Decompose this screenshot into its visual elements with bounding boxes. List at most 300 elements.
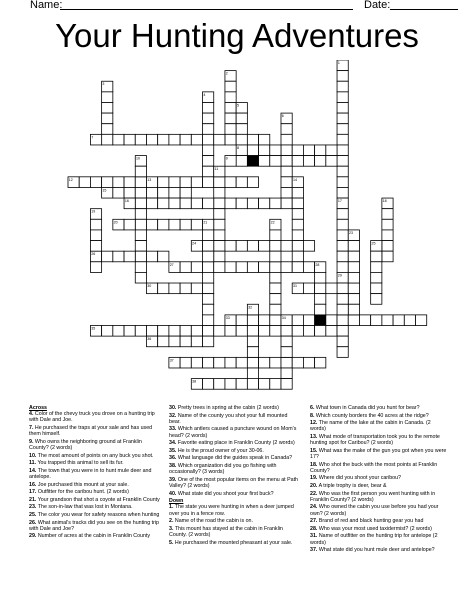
- grid-cell[interactable]: [191, 283, 202, 294]
- grid-cell[interactable]: [281, 145, 292, 156]
- grid-cell[interactable]: [259, 326, 270, 337]
- grid-cell[interactable]: [169, 177, 180, 188]
- grid-cell[interactable]: [337, 102, 348, 113]
- grid-cell[interactable]: [225, 92, 236, 103]
- grid-cell[interactable]: [214, 262, 225, 273]
- grid-cell[interactable]: [337, 81, 348, 92]
- clue-item: [29, 512, 160, 518]
- grid-cell[interactable]: [102, 251, 113, 262]
- crossword-grid[interactable]: [0, 60, 474, 400]
- grid-cell[interactable]: [214, 219, 225, 230]
- grid-cell[interactable]: [191, 326, 202, 337]
- grid-cell[interactable]: [281, 347, 292, 358]
- grid-cell[interactable]: [326, 283, 337, 294]
- grid-cell[interactable]: [281, 357, 292, 368]
- grid-cell[interactable]: [203, 230, 214, 241]
- grid-cell[interactable]: [247, 357, 258, 368]
- grid-cell[interactable]: [337, 156, 348, 167]
- grid-cell[interactable]: [214, 230, 225, 241]
- grid-cell[interactable]: [382, 251, 393, 262]
- grid-number: 11: [214, 167, 219, 172]
- grid-cell[interactable]: [225, 379, 236, 390]
- grid-cell[interactable]: [203, 336, 214, 347]
- grid-cell[interactable]: [225, 124, 236, 135]
- grid-cell[interactable]: [292, 198, 303, 209]
- grid-cell[interactable]: [348, 304, 359, 315]
- grid-cell[interactable]: [270, 241, 281, 252]
- grid-cell[interactable]: [124, 326, 135, 337]
- grid-cell[interactable]: [303, 145, 314, 156]
- grid-cell[interactable]: [169, 283, 180, 294]
- grid-cell[interactable]: [102, 113, 113, 124]
- grid-cell[interactable]: [281, 166, 292, 177]
- grid-cell[interactable]: [247, 134, 258, 145]
- grid-cell[interactable]: [203, 326, 214, 337]
- grid-cell[interactable]: [382, 230, 393, 241]
- grid-cell[interactable]: [315, 304, 326, 315]
- grid-cell[interactable]: [281, 368, 292, 379]
- date-field[interactable]: [390, 9, 458, 10]
- grid-cell[interactable]: [259, 357, 270, 368]
- grid-cell[interactable]: [158, 336, 169, 347]
- grid-cell[interactable]: [158, 219, 169, 230]
- grid-cell[interactable]: [348, 262, 359, 273]
- grid-number: 28: [315, 262, 320, 267]
- grid-cell[interactable]: [236, 134, 247, 145]
- grid-cell[interactable]: [270, 304, 281, 315]
- grid-cell[interactable]: [315, 283, 326, 294]
- grid-cell[interactable]: [191, 177, 202, 188]
- grid-cell[interactable]: [225, 357, 236, 368]
- grid-cell[interactable]: [124, 251, 135, 262]
- grid-cell[interactable]: [281, 379, 292, 390]
- grid-cell[interactable]: [247, 177, 258, 188]
- grid-cell[interactable]: [315, 326, 326, 337]
- grid-cell[interactable]: [169, 134, 180, 145]
- grid-number: 32: [248, 305, 253, 310]
- grid-cell[interactable]: [124, 187, 135, 198]
- clue-number: 17.: [29, 489, 37, 496]
- grid-cell[interactable]: [180, 326, 191, 337]
- grid-cell[interactable]: [337, 71, 348, 82]
- grid-cell[interactable]: [124, 219, 135, 230]
- grid-cell[interactable]: [113, 134, 124, 145]
- grid-cell[interactable]: [393, 315, 404, 326]
- grid-cell[interactable]: [90, 230, 101, 241]
- grid-cell[interactable]: [292, 145, 303, 156]
- grid-cell[interactable]: [180, 198, 191, 209]
- grid-cell[interactable]: [169, 187, 180, 198]
- grid-cell[interactable]: [259, 262, 270, 273]
- grid-cell[interactable]: [90, 177, 101, 188]
- grid-cell[interactable]: [270, 272, 281, 283]
- grid-cell[interactable]: [113, 187, 124, 198]
- grid-cell[interactable]: [158, 198, 169, 209]
- grid-cell[interactable]: [214, 241, 225, 252]
- grid-cell[interactable]: [315, 294, 326, 305]
- grid-cell[interactable]: [102, 102, 113, 113]
- grid-cell[interactable]: [270, 379, 281, 390]
- grid-cell[interactable]: [247, 336, 258, 347]
- grid-cell[interactable]: [337, 294, 348, 305]
- grid-cell[interactable]: [236, 156, 247, 167]
- grid-cell[interactable]: [203, 198, 214, 209]
- clue-text: A triple trophy is deer, bear &: [318, 482, 387, 489]
- grid-cell[interactable]: [303, 241, 314, 252]
- grid-cell[interactable]: [371, 272, 382, 283]
- grid-cell[interactable]: [180, 336, 191, 347]
- grid-cell[interactable]: [292, 209, 303, 220]
- grid-cell[interactable]: [169, 198, 180, 209]
- grid-cell[interactable]: [348, 294, 359, 305]
- grid-cell[interactable]: [203, 102, 214, 113]
- grid-cell[interactable]: [326, 326, 337, 337]
- grid-cell[interactable]: [292, 230, 303, 241]
- grid-cell[interactable]: [135, 230, 146, 241]
- grid-cell[interactable]: [214, 209, 225, 220]
- grid-cell[interactable]: [203, 145, 214, 156]
- grid-cell[interactable]: [124, 177, 135, 188]
- grid-cell[interactable]: [203, 166, 214, 177]
- grid-cell[interactable]: [236, 357, 247, 368]
- grid-cell[interactable]: [90, 241, 101, 252]
- clue-text: What language did the guides speak in Canada?: [177, 455, 293, 462]
- grid-cell[interactable]: [191, 357, 202, 368]
- grid-cell[interactable]: [247, 262, 258, 273]
- clue-text: He is the proud owner of your 30-06.: [177, 447, 264, 454]
- grid-cell[interactable]: [303, 262, 314, 273]
- grid-cell[interactable]: [203, 177, 214, 188]
- grid-cell[interactable]: [203, 262, 214, 273]
- clue-item: [310, 547, 448, 553]
- grid-cell[interactable]: [303, 283, 314, 294]
- grid-cell[interactable]: [337, 166, 348, 177]
- page-title: Your Hunting Adventures: [55, 17, 419, 54]
- grid-cell[interactable]: [236, 379, 247, 390]
- grid-cell[interactable]: [404, 315, 415, 326]
- grid-cell[interactable]: [90, 219, 101, 230]
- grid-cell[interactable]: [337, 326, 348, 337]
- grid-cell[interactable]: [203, 156, 214, 167]
- grid-cell[interactable]: [203, 283, 214, 294]
- grid-cell[interactable]: [326, 156, 337, 167]
- grid-cell[interactable]: [214, 177, 225, 188]
- grid-cell[interactable]: [326, 145, 337, 156]
- grid-cell[interactable]: [236, 315, 247, 326]
- grid-cell[interactable]: [281, 124, 292, 135]
- grid-cell[interactable]: [281, 198, 292, 209]
- grid-cell[interactable]: [382, 315, 393, 326]
- grid-cell[interactable]: [337, 177, 348, 188]
- grid-cell[interactable]: [158, 134, 169, 145]
- grid-cell[interactable]: [292, 357, 303, 368]
- grid-cell[interactable]: [102, 92, 113, 103]
- grid-cell[interactable]: [203, 124, 214, 135]
- grid-cell[interactable]: [270, 230, 281, 241]
- grid-cell[interactable]: [270, 156, 281, 167]
- grid-cell[interactable]: [270, 283, 281, 294]
- grid-cell[interactable]: [225, 134, 236, 145]
- grid-cell[interactable]: [371, 262, 382, 273]
- grid-cell[interactable]: [292, 251, 303, 262]
- grid-cell[interactable]: [259, 315, 270, 326]
- grid-cell[interactable]: [113, 251, 124, 262]
- grid-cell[interactable]: [303, 357, 314, 368]
- grid-number: 21: [203, 220, 208, 225]
- grid-cell[interactable]: [79, 177, 90, 188]
- grid-cell[interactable]: [281, 177, 292, 188]
- grid-cell[interactable]: [180, 283, 191, 294]
- grid-cell[interactable]: [337, 251, 348, 262]
- grid-cell[interactable]: [135, 187, 146, 198]
- grid-cell[interactable]: [382, 219, 393, 230]
- grid-cell[interactable]: [146, 187, 157, 198]
- grid-cell[interactable]: [303, 156, 314, 167]
- grid-cell[interactable]: [225, 81, 236, 92]
- grid-cell[interactable]: [146, 326, 157, 337]
- grid-cell[interactable]: [146, 134, 157, 145]
- grid-cell[interactable]: [203, 315, 214, 326]
- grid-cell[interactable]: [180, 262, 191, 273]
- grid-cell[interactable]: [158, 251, 169, 262]
- grid-cell[interactable]: [191, 336, 202, 347]
- grid-cell[interactable]: [259, 134, 270, 145]
- grid-cell[interactable]: [102, 177, 113, 188]
- grid-cell[interactable]: [236, 198, 247, 209]
- grid-cell[interactable]: [259, 379, 270, 390]
- grid-cell[interactable]: [292, 219, 303, 230]
- grid-cell[interactable]: [348, 272, 359, 283]
- grid-cell[interactable]: [292, 241, 303, 252]
- grid-cell[interactable]: [236, 113, 247, 124]
- grid-cell[interactable]: [225, 198, 236, 209]
- grid-cell[interactable]: [135, 166, 146, 177]
- grid-cell[interactable]: [315, 357, 326, 368]
- grid-cell[interactable]: [247, 241, 258, 252]
- grid-cell[interactable]: [158, 326, 169, 337]
- grid-cell[interactable]: [270, 262, 281, 273]
- grid-cell[interactable]: [225, 326, 236, 337]
- grid-cell[interactable]: [225, 102, 236, 113]
- grid-cell[interactable]: [203, 272, 214, 283]
- grid-cell[interactable]: [203, 113, 214, 124]
- grid-cell[interactable]: [225, 113, 236, 124]
- grid-cell[interactable]: [203, 379, 214, 390]
- grid-cell[interactable]: [102, 326, 113, 337]
- grid-cell[interactable]: [281, 156, 292, 167]
- grid-cell[interactable]: [281, 134, 292, 145]
- grid-cell[interactable]: [158, 177, 169, 188]
- grid-cell[interactable]: [270, 315, 281, 326]
- grid-cell[interactable]: [214, 326, 225, 337]
- clue-text: This mount has stayed at the cabin in Franklin County. (2 words): [169, 525, 283, 538]
- grid-cell[interactable]: [135, 262, 146, 273]
- grid-cell[interactable]: [292, 262, 303, 273]
- grid-cell[interactable]: [113, 326, 124, 337]
- grid-cell[interactable]: [337, 262, 348, 273]
- grid-cell[interactable]: [90, 262, 101, 273]
- grid-cell[interactable]: [337, 92, 348, 103]
- grid-cell[interactable]: [225, 241, 236, 252]
- grid-cell[interactable]: [191, 219, 202, 230]
- grid-cell[interactable]: [382, 241, 393, 252]
- grid-cell[interactable]: [359, 315, 370, 326]
- grid-cell[interactable]: [315, 145, 326, 156]
- grid-cell[interactable]: [348, 315, 359, 326]
- grid-cell[interactable]: [337, 336, 348, 347]
- grid-cell[interactable]: [247, 326, 258, 337]
- grid-cell[interactable]: [113, 177, 124, 188]
- clue-number: 12.: [310, 420, 318, 427]
- grid-cell[interactable]: [259, 198, 270, 209]
- grid-cell[interactable]: [203, 304, 214, 315]
- grid-cell[interactable]: [337, 283, 348, 294]
- grid-cell[interactable]: [382, 209, 393, 220]
- grid-cell[interactable]: [236, 326, 247, 337]
- grid-cell[interactable]: [135, 198, 146, 209]
- grid-cell[interactable]: [303, 326, 314, 337]
- grid-cell[interactable]: [247, 368, 258, 379]
- grid-cell[interactable]: [180, 219, 191, 230]
- grid-cell[interactable]: [180, 187, 191, 198]
- grid-cell[interactable]: [259, 241, 270, 252]
- grid-cell[interactable]: [236, 124, 247, 135]
- grid-cell[interactable]: [326, 315, 337, 326]
- grid-cell[interactable]: [270, 326, 281, 337]
- grid-cell[interactable]: [247, 315, 258, 326]
- grid-cell[interactable]: [348, 241, 359, 252]
- grid-cell[interactable]: [214, 198, 225, 209]
- grid-cell[interactable]: [303, 315, 314, 326]
- grid-cell[interactable]: [247, 347, 258, 358]
- grid-cell[interactable]: [180, 357, 191, 368]
- grid-cell[interactable]: [124, 134, 135, 145]
- grid-cell[interactable]: [135, 272, 146, 283]
- grid-cell[interactable]: [180, 177, 191, 188]
- grid-cell[interactable]: [236, 177, 247, 188]
- grid-cell[interactable]: [292, 187, 303, 198]
- grid-cell[interactable]: [135, 251, 146, 262]
- grid-cell[interactable]: [146, 219, 157, 230]
- grid-cell[interactable]: [214, 251, 225, 262]
- grid-cell[interactable]: [281, 262, 292, 273]
- grid-cell[interactable]: [270, 357, 281, 368]
- grid-cell[interactable]: [169, 219, 180, 230]
- grid-cell[interactable]: [214, 357, 225, 368]
- grid-cell[interactable]: [337, 113, 348, 124]
- grid-cell[interactable]: [270, 294, 281, 305]
- grid-cell[interactable]: [180, 134, 191, 145]
- grid-cell[interactable]: [292, 326, 303, 337]
- grid-cell[interactable]: [292, 156, 303, 167]
- grid-cell[interactable]: [315, 156, 326, 167]
- grid-cell[interactable]: [236, 262, 247, 273]
- grid-cell[interactable]: [135, 241, 146, 252]
- grid-cell[interactable]: [146, 198, 157, 209]
- grid-cell[interactable]: [281, 336, 292, 347]
- name-field[interactable]: [60, 9, 353, 10]
- grid-cell[interactable]: [191, 134, 202, 145]
- grid-cell[interactable]: [135, 219, 146, 230]
- grid-cell[interactable]: [158, 187, 169, 198]
- grid-cell[interactable]: [337, 209, 348, 220]
- grid-cell[interactable]: [214, 187, 225, 198]
- grid-cell[interactable]: [259, 156, 270, 167]
- grid-cell[interactable]: [371, 294, 382, 305]
- grid-cell[interactable]: [337, 241, 348, 252]
- grid-cell[interactable]: [247, 379, 258, 390]
- grid-cell[interactable]: [247, 145, 258, 156]
- clue-item: [169, 491, 300, 497]
- grid-cell[interactable]: [371, 251, 382, 262]
- grid-cell[interactable]: [191, 262, 202, 273]
- grid-cell[interactable]: [337, 187, 348, 198]
- grid-cell[interactable]: [270, 251, 281, 262]
- grid-cell[interactable]: [337, 219, 348, 230]
- grid-cell[interactable]: [337, 230, 348, 241]
- grid-cell[interactable]: [225, 262, 236, 273]
- grid-cell[interactable]: [337, 315, 348, 326]
- grid-cell[interactable]: [259, 145, 270, 156]
- clue-text: Who owns the neighboring ground at Franklin County? (2 words): [29, 438, 142, 451]
- grid-cell[interactable]: [337, 347, 348, 358]
- grid-cell[interactable]: [146, 251, 157, 262]
- grid-cell[interactable]: [135, 326, 146, 337]
- grid-cell[interactable]: [203, 294, 214, 305]
- clue-item: [29, 425, 160, 437]
- grid-cell[interactable]: [371, 315, 382, 326]
- clue-number: 13.: [310, 433, 318, 440]
- clue-text: The color you wear for safety reasons when hunting: [37, 511, 160, 518]
- grid-cell[interactable]: [158, 283, 169, 294]
- grid-cell[interactable]: [214, 379, 225, 390]
- grid-cell[interactable]: [169, 326, 180, 337]
- grid-cell[interactable]: [292, 315, 303, 326]
- grid-cell[interactable]: [270, 198, 281, 209]
- grid-cell[interactable]: [203, 241, 214, 252]
- grid-cell[interactable]: [191, 198, 202, 209]
- grid-cell[interactable]: [102, 134, 113, 145]
- grid-cell[interactable]: [281, 326, 292, 337]
- grid-cell[interactable]: [135, 134, 146, 145]
- grid-cell[interactable]: [270, 145, 281, 156]
- grid-cell[interactable]: [169, 336, 180, 347]
- grid-cell[interactable]: [337, 304, 348, 315]
- grid-cell[interactable]: [315, 272, 326, 283]
- grid-cell[interactable]: [203, 251, 214, 262]
- grid-cell[interactable]: [102, 124, 113, 135]
- grid-cell[interactable]: [337, 134, 348, 145]
- grid-cell[interactable]: [337, 145, 348, 156]
- grid-cell[interactable]: [281, 241, 292, 252]
- grid-cell[interactable]: [236, 241, 247, 252]
- grid-number: 12: [68, 177, 73, 182]
- grid-cell[interactable]: [135, 177, 146, 188]
- grid-cell[interactable]: [416, 315, 427, 326]
- grid-cell[interactable]: [214, 134, 225, 145]
- grid-cell[interactable]: [337, 124, 348, 135]
- clue-text: Which antlers caused a puncture wound on Mom's head? (2 words): [169, 426, 297, 439]
- grid-cell[interactable]: [247, 198, 258, 209]
- grid-cell[interactable]: [203, 357, 214, 368]
- grid-cell[interactable]: [281, 187, 292, 198]
- grid-cell[interactable]: [348, 251, 359, 262]
- grid-cell[interactable]: [371, 283, 382, 294]
- grid-cell[interactable]: [135, 209, 146, 220]
- grid-cell[interactable]: [348, 283, 359, 294]
- grid-cell[interactable]: [203, 134, 214, 145]
- grid-cell[interactable]: [225, 177, 236, 188]
